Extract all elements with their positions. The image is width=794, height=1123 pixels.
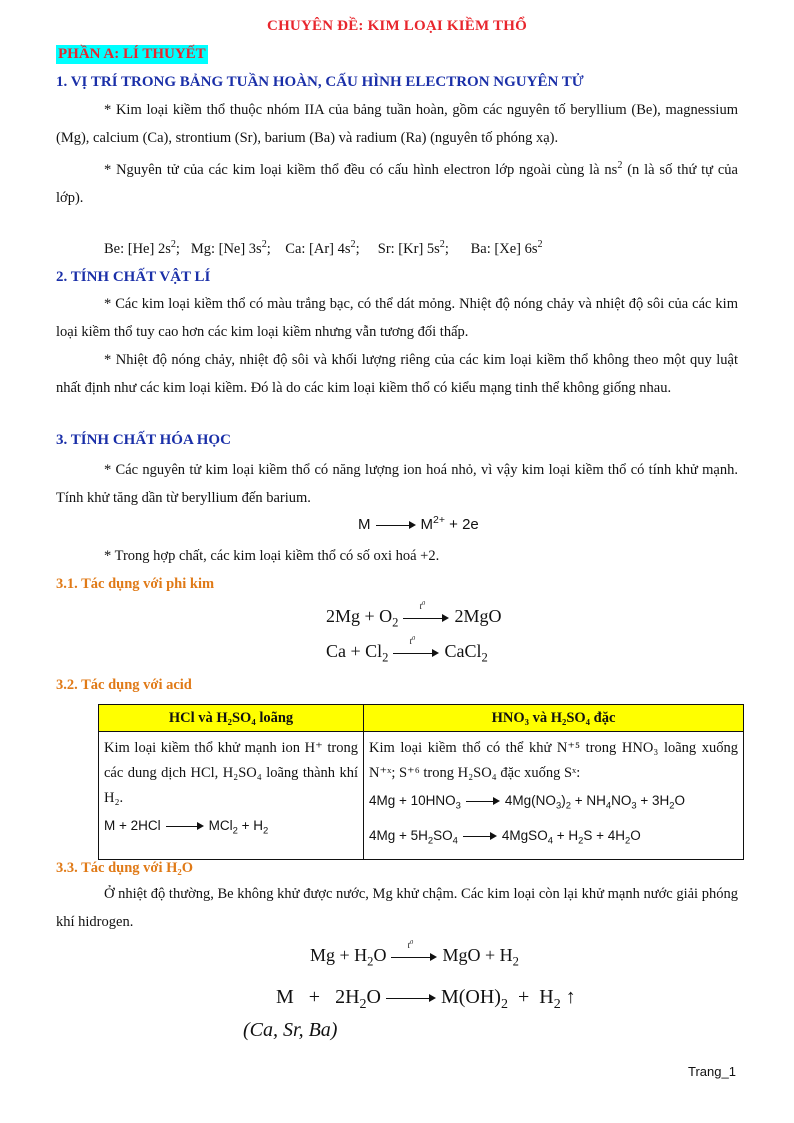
reaction-arrow: $t^0$ [403,613,449,623]
table-header-dilute: HCl và H₂SO₄ loãng [99,705,364,732]
eq-ca-cl2: $Ca + Cl_2$ $t^0$ CaCl$_2$ [326,634,488,665]
table-header-concentrated: HNO₃ và H₂SO₄ đặc [364,705,744,732]
metal-list-note: (Ca, Sr, Ba) [243,1019,338,1041]
section2-heading: 2. TÍNH CHẤT VẬT LÍ [56,269,211,285]
eq-mg-hno3: $4Mg + 10HNO_3$ $4Mg(NO_3)_2 + NH_4NO_3 + 3H_2O$ [369,793,685,812]
section1-body [56,96,738,212]
reaction-arrow: $t^0$ [391,952,437,962]
page-title: CHUYÊN ĐỀ: KIM LOẠI KIỀM THỔ [267,18,527,34]
acid-reaction-table [98,704,744,860]
table-cell-dilute: Kim loại kiềm thổ khử mạnh ion H⁺ trong các dung dịch HCl, H₂SO₄ loãng thành khí H₂. M + 2HCl $MCl_2 + H_2$ [99,732,364,860]
section2-para1: * Các kim loại kiềm thổ có màu trắng bạc, có thể dát mỏng. Nhiệt độ nóng chảy và nhiệt độ sôi của các kim loại kiềm thổ tuy cao hơn các kim loại kiềm nhưng vẫn tương đối thấp. [56,296,738,340]
config-sr: Sr: [Kr] $5s^2$; [377,239,449,257]
reaction-arrow [463,831,497,841]
reaction-arrow [466,796,500,806]
table-header-row [99,705,744,732]
section3-para2: * Trong hợp chất, các kim loại kiềm thổ có số oxi hoá +2. [104,548,440,564]
eq-mg-h2so4: $4Mg + 5H_2SO_4$ 4MgSO$_4$ + $H_2S + 4H_2O$ [369,827,641,847]
electron-configs [104,239,543,258]
section3-para1: * Các nguyên tử kim loại kiềm thổ có năng lượng ion hoá nhỏ, vì vậy kim loại kiềm thổ có tính khử mạnh. Tính khử tăng dần từ beryllium đến barium. [56,462,738,506]
reaction-arrow [386,993,436,1003]
section2-para2: * Nhiệt độ nóng chảy, nhiệt độ sôi và khối lượng riêng của các kim loại kiềm thổ không theo một quy luật nhất định như các kim loại kiềm. Đó là do các kim loại kiềm thổ có kiểu mạng tinh thể không giống nhau. [56,352,738,396]
eq-m-hcl: M + 2HCl $MCl_2 + H_2$ [104,818,269,837]
page-number: Trang_1 [688,1064,736,1079]
sub33-para: Ở nhiệt độ thường, Be không khử được nước, Mg khử chậm. Các kim loại còn lại khử mạnh nước giải phóng khí hidrogen. [56,886,738,930]
config-ba: Ba: [Xe] $6s^2$ [470,239,543,257]
config-mg: Mg: [Ne] $3s^2$; [190,239,271,257]
sub31-heading: 3.1. Tác dụng với phi kim [56,576,215,592]
table-cell-concentrated: Kim loại kiềm thổ có thể khử N⁺⁵ trong HNO₃ loãng xuống N⁺ˣ; S⁺⁶ trong H₂SO₄ đặc xuống Sˣ: $4Mg + 10HNO_3$ $4Mg(NO_3)_2 + NH_4NO_3 + 3H_2O$ $4Mg + 5H_2SO_4$ 4MgSO$_4$ + $H_2S + 4H_2O$ [364,732,744,860]
oxidation-equation: M $M^{2+} + 2e$ [358,514,479,533]
section1-para2: * Nguyên tử của các kim loại kiềm thổ đều có cấu hình electron lớp ngoài cùng là $ns^2$ (n là số thứ tự của lớp). [56,160,738,206]
sub33-heading: 3.3. Tác dụng với H₂O [56,860,193,876]
section3-heading: 3. TÍNH CHẤT HÓA HỌC [56,432,231,448]
eq-mg-h2o: $Mg + H_2O$ $t^0$ MgO + $H_2$ [310,938,519,969]
config-ca: Ca: [Ar] $4s^2$; [285,239,360,257]
section1-heading: 1. VỊ TRÍ TRONG BẢNG TUẦN HOÀN, CẤU HÌNH ELECTRON NGUYÊN TỬ [56,74,584,90]
table-row [99,732,744,860]
sub32-heading: 3.2. Tác dụng với acid [56,677,192,693]
reaction-arrow: $t^0$ [393,648,439,658]
part-label: PHẦN A: LÍ THUYẾT [58,46,206,62]
config-be: Be: [He] $2s^2$; [104,239,180,257]
reaction-arrow [376,520,416,530]
section2-body [56,290,738,402]
section1-para1: * Kim loại kiềm thổ thuộc nhóm IIA của bảng tuần hoàn, gồm các nguyên tố beryllium (Be), magnessium (Mg), calcium (Ca), strontium (Sr), barium (Ba) và radium (Ra) (nguyên tố phóng xạ). [56,102,738,146]
eq-m-h2o: $M + 2H_2O$ $M(OH)_2 + H_2$ ↑ [276,986,576,1012]
reaction-arrow [166,821,204,831]
eq-mg-o2: $2Mg + O_2$ $t^0$ 2MgO [326,599,502,630]
